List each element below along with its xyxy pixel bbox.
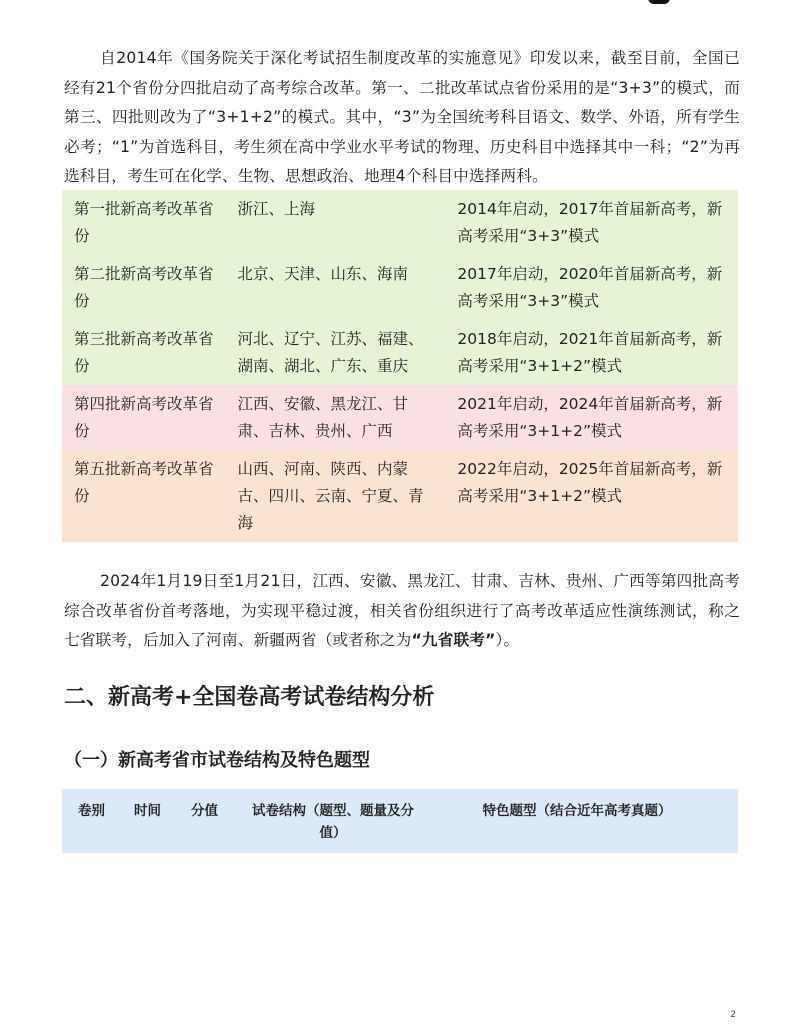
batch-name: 第三批新高考改革省份 <box>62 320 225 385</box>
batch-name: 第二批新高考改革省份 <box>62 255 225 320</box>
header-cell-featured: 特色题型（结合近年高考真题） <box>482 803 672 819</box>
top-edge-mark <box>648 0 670 4</box>
batch-name: 第四批新高考改革省份 <box>62 385 225 450</box>
batch-info: 2018年启动，2021年首届新高考，新高考采用“3+1+2”模式 <box>445 320 738 385</box>
batch-provinces: 北京、天津、山东、海南 <box>225 255 445 320</box>
header-cell-structure: 试卷结构（题型、题量及分值） <box>252 803 414 841</box>
intro-paragraph: 自2014年《国务院关于深化考试招生制度改革的实施意见》印发以来，截至目前，全国已经有21个省份分四批启动了高考综合改革。第一、二批改革试点省份采用的是“3+3”的模式，而第三、四批则改为了“3+1+2”的模式。其中，“3”为全国统考科目语文、数学、外语，所有学生必考；“1”为首选科目，考生须在高中学业水平考试的物理、历史科目中选择其中一科；“2”为再选科目，考生可在化学、生物、思想政治、地理4个科目中选择两科。 <box>64 49 740 185</box>
header-cell-time: 时间 <box>134 803 161 819</box>
batch-provinces: 山西、河南、陕西、内蒙古、四川、云南、宁夏、青海 <box>225 450 445 542</box>
table-row <box>62 450 738 542</box>
table-row <box>62 320 738 385</box>
nine-province-paragraph <box>64 567 740 656</box>
batch-info: 2021年启动，2024年首届新高考，新高考采用“3+1+2”模式 <box>445 385 738 450</box>
header-cell-score: 分值 <box>191 803 218 819</box>
batch-name: 第五批新高考改革省份 <box>62 450 225 542</box>
para2-text-after: ）。 <box>495 631 520 649</box>
batch-name: 第一批新高考改革省份 <box>62 190 225 255</box>
page-number: 2 <box>730 1010 736 1020</box>
section-title: 二、新高考+全国卷高考试卷结构分析 <box>64 685 435 710</box>
table-row <box>62 255 738 320</box>
table-row <box>62 385 738 450</box>
structure-table-header <box>62 789 738 853</box>
para2-bold-term: “九省联考” <box>411 631 496 649</box>
batch-provinces: 江西、安徽、黑龙江、甘肃、吉林、贵州、广西 <box>225 385 445 450</box>
batch-info: 2017年启动，2020年首届新高考，新高考采用“3+3”模式 <box>445 255 738 320</box>
reform-batches-table <box>62 190 738 542</box>
header-cell-paper: 卷别 <box>78 803 105 819</box>
para2-text-before: 2024年1月19日至1月21日，江西、安徽、黑龙江、甘肃、吉林、贵州、广西等第四批高考综合改革省份首考落地，为实现平稳过渡，相关省份组织进行了高考改革适应性演练测试，称之七省联考，后加入了河南、新疆两省（或者称之为 <box>64 572 740 649</box>
batch-info: 2014年启动，2017年首届新高考，新高考采用“3+3”模式 <box>445 190 738 255</box>
batch-info: 2022年启动，2025年首届新高考，新高考采用“3+1+2”模式 <box>445 450 738 542</box>
batch-provinces: 河北、辽宁、江苏、福建、湖南、湖北、广东、重庆 <box>225 320 445 385</box>
subsection-title: （一）新高考省市试卷结构及特色题型 <box>64 750 370 771</box>
table-row <box>62 190 738 255</box>
batch-provinces: 浙江、上海 <box>225 190 445 255</box>
